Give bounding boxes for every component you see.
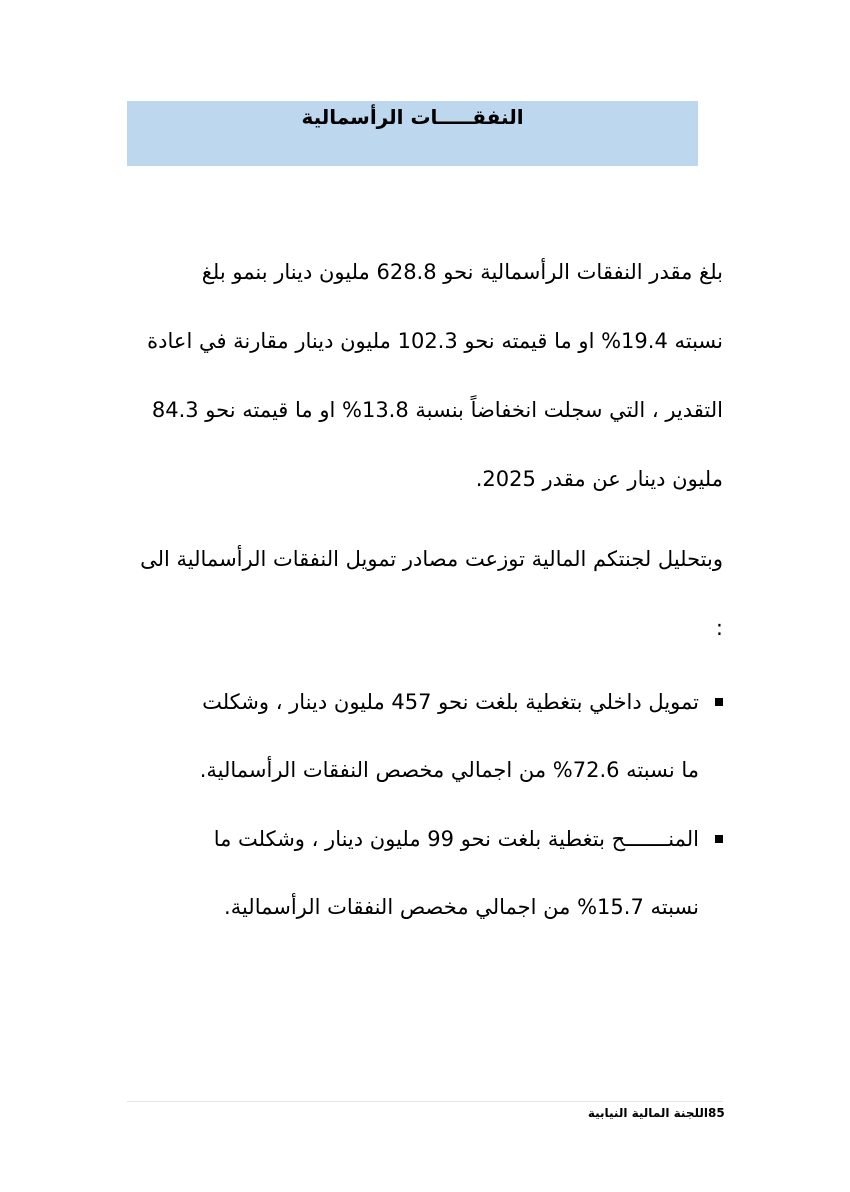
- square-bullet-icon: [715, 835, 723, 843]
- paragraph-line: وبتحليل لجنتكم المالية توزعت مصادر تمويل النفقات الرأسمالية الى: [140, 547, 723, 571]
- footer-label: اللجنة المالية النيابية: [587, 1106, 708, 1120]
- list-item: [127, 684, 723, 720]
- paragraph-line: بلغ مقدر النفقات الرأسمالية نحو 628.8 مليون دينار بنمو بلغ: [201, 260, 723, 284]
- paragraph-line: التقدير ، التي سجلت انخفاضاً بنسبة 13.8% او ما قيمته نحو 84.3: [151, 398, 723, 422]
- square-bullet-icon: [715, 698, 723, 706]
- paragraph-line: نسبته 19.4% او ما قيمته نحو 102.3 مليون دينار مقارنة في اعادة: [147, 329, 723, 353]
- paragraph-line: :: [715, 616, 723, 640]
- paragraph-line: مليون دينار عن مقدر 2025.: [475, 467, 723, 491]
- list-item-continuation: ما نسبته 72.6% من اجمالي مخصص النفقات الرأسمالية.: [199, 758, 699, 782]
- section-heading-box: [127, 101, 698, 166]
- list-item-continuation: نسبته 15.7% من اجمالي مخصص النفقات الرأسمالية.: [224, 895, 699, 919]
- page-number: 85: [708, 1106, 725, 1120]
- list-item-text: تمويل داخلي بتغطية بلغت نحو 457 مليون دينار ، وشكلت: [202, 690, 699, 714]
- list-item-text: المنـــــــح بتغطية بلغت نحو 99 مليون دينار ، وشكلت ما: [213, 827, 699, 851]
- section-title: النفقـــــات الرأسمالية: [301, 105, 524, 129]
- list-item: [127, 821, 723, 857]
- footer-divider: [127, 1101, 723, 1102]
